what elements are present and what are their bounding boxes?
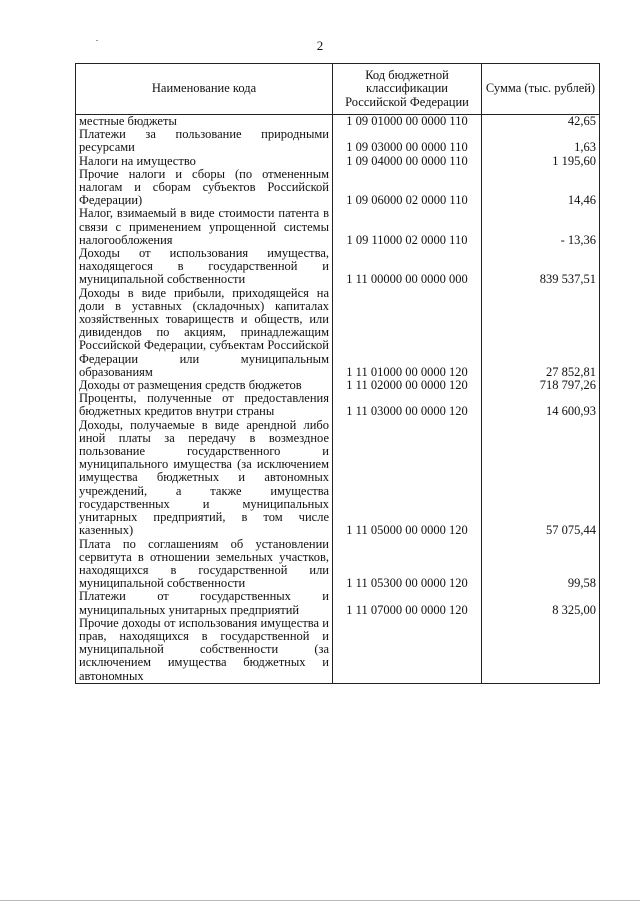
row-code: 1 11 00000 00 0000 000 <box>333 247 482 287</box>
row-code: 1 11 07000 00 0000 120 <box>333 590 482 616</box>
row-code: 1 09 11000 02 0000 110 <box>333 207 482 247</box>
table-row <box>76 207 600 247</box>
row-sum: 57 075,44 <box>482 419 600 538</box>
header-name: Наименование кода <box>76 64 333 115</box>
row-name: Доходы, получаемые в виде арендной либо иной платы за передачу в возмездное пользование государственного и муниципального имущества (за исключением имущества бюджетных и автономных учреждений, а также имущества государственных и муниципальных унитарных предприятий, в том числе казенных) <box>76 419 333 538</box>
row-sum: 1 195,60 <box>482 155 600 168</box>
row-name: Проценты, полученные от предоставления бюджетных кредитов внутри страны <box>76 392 333 418</box>
budget-revenue-table <box>75 63 600 684</box>
row-code: 1 09 03000 00 0000 110 <box>333 128 482 154</box>
table-row <box>76 287 600 379</box>
row-code: 1 09 06000 02 0000 110 <box>333 168 482 208</box>
row-code: 1 11 01000 00 0000 120 <box>333 287 482 379</box>
row-name: Плата по соглашениям об установлении сервитута в отношении земельных участков, находящихся в государственной или муниципальной собственности <box>76 538 333 591</box>
row-sum: 99,58 <box>482 538 600 591</box>
row-sum: 839 537,51 <box>482 247 600 287</box>
scan-speck <box>96 40 98 41</box>
row-name: местные бюджеты <box>76 115 333 129</box>
row-code: 1 11 03000 00 0000 120 <box>333 392 482 418</box>
header-code: Код бюджетной классификации Российской Федерации <box>333 64 482 115</box>
table-row <box>76 128 600 154</box>
row-name: Платежи от государственных и муниципальных унитарных предприятий <box>76 590 333 616</box>
row-code: 1 09 01000 00 0000 110 <box>333 115 482 129</box>
row-name: Налог, взимаемый в виде стоимости патента в связи с применением упрощенной системы налогообложения <box>76 207 333 247</box>
row-name: Доходы от размещения средств бюджетов <box>76 379 333 392</box>
row-code: 1 11 05300 00 0000 120 <box>333 538 482 591</box>
row-code <box>333 617 482 684</box>
row-code: 1 11 05000 00 0000 120 <box>333 419 482 538</box>
header-sum: Сумма (тыс. рублей) <box>482 64 600 115</box>
table-row <box>76 617 600 684</box>
row-name: Платежи за пользование природными ресурсами <box>76 128 333 154</box>
table-row <box>76 168 600 208</box>
row-sum: 8 325,00 <box>482 590 600 616</box>
row-sum: 1,63 <box>482 128 600 154</box>
row-code: 1 09 04000 00 0000 110 <box>333 155 482 168</box>
table-row <box>76 538 600 591</box>
row-code: 1 11 02000 00 0000 120 <box>333 379 482 392</box>
scan-edge-line <box>0 900 640 901</box>
row-sum: 14,46 <box>482 168 600 208</box>
row-name: Прочие налоги и сборы (по отмененным налогам и сборам субъектов Российской Федерации) <box>76 168 333 208</box>
row-name: Прочие доходы от использования имущества и прав, находящихся в государственной и муниципальной собственности (за исключением имущества бюджетных и автономных <box>76 617 333 684</box>
row-sum: 718 797,26 <box>482 379 600 392</box>
row-name: Доходы в виде прибыли, приходящейся на доли в уставных (складочных) капиталах хозяйственных товариществ и обществ, или дивидендов по акциям, принадлежащим Российской Федерации, субъектам Российской Федерации или муниципальным образованиям <box>76 287 333 379</box>
table-row <box>76 590 600 616</box>
table-header-row <box>76 64 600 115</box>
row-sum: 27 852,81 <box>482 287 600 379</box>
row-sum: 42,65 <box>482 115 600 129</box>
table-row <box>76 392 600 418</box>
row-name: Доходы от использования имущества, находящегося в государственной и муниципальной собственности <box>76 247 333 287</box>
table-row <box>76 115 600 129</box>
row-sum: - 13,36 <box>482 207 600 247</box>
row-sum <box>482 617 600 684</box>
table-row <box>76 155 600 168</box>
row-sum: 14 600,93 <box>482 392 600 418</box>
row-name: Налоги на имущество <box>76 155 333 168</box>
page-number: 2 <box>316 38 324 53</box>
table-row <box>76 247 600 287</box>
table-row <box>76 419 600 538</box>
